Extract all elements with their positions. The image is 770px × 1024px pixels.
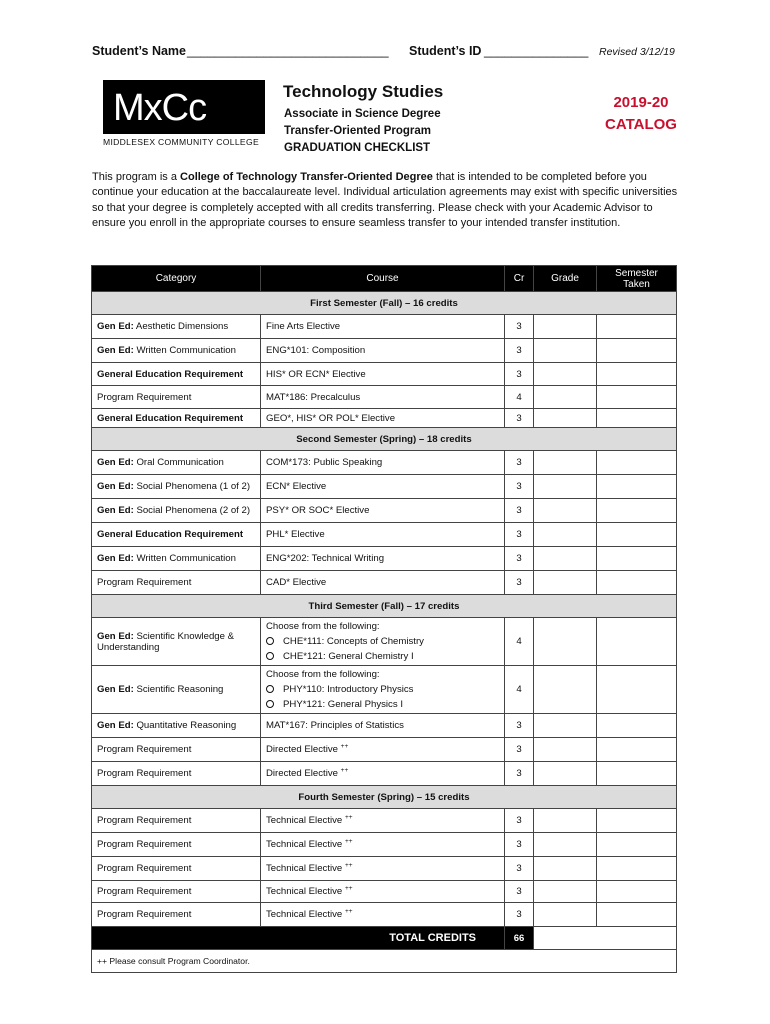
college-logo	[103, 80, 265, 150]
table-row	[92, 714, 677, 738]
credits-cell: 4	[505, 666, 534, 714]
course-cell: PSY* OR SOC* Elective	[261, 499, 505, 523]
credits-cell: 3	[505, 571, 534, 595]
semester-taken-cell[interactable]	[597, 386, 677, 409]
category-cell: Gen Ed: Written Communication	[92, 547, 261, 571]
program-type: Transfer-Oriented Program	[284, 125, 431, 137]
category-cell: Gen Ed: Scientific Knowledge & Understanding	[92, 618, 261, 666]
graduation-checklist-table	[91, 265, 677, 973]
course-cell: ENG*101: Composition	[261, 339, 505, 363]
table-row	[92, 409, 677, 428]
radio-circle-icon[interactable]	[266, 637, 274, 645]
radio-circle-icon[interactable]	[266, 700, 274, 708]
header-semester-taken: Semester Taken	[597, 266, 677, 292]
grade-cell[interactable]	[534, 714, 597, 738]
course-cell: MAT*167: Principles of Statistics	[261, 714, 505, 738]
semester-taken-cell[interactable]	[597, 339, 677, 363]
category-cell: Program Requirement	[92, 881, 261, 903]
table-header-row	[92, 266, 677, 292]
credits-cell: 3	[505, 499, 534, 523]
credits-cell: 3	[505, 547, 534, 571]
table-row	[92, 475, 677, 499]
total-blank	[534, 927, 677, 950]
semester-taken-cell[interactable]	[597, 547, 677, 571]
semester-taken-cell[interactable]	[597, 714, 677, 738]
table-row	[92, 833, 677, 857]
semester-taken-cell[interactable]	[597, 903, 677, 927]
table-row	[92, 315, 677, 339]
credits-cell: 3	[505, 738, 534, 762]
semester-taken-cell[interactable]	[597, 857, 677, 881]
semester-title: Fourth Semester (Spring) – 15 credits	[92, 786, 677, 809]
course-choice-cell	[261, 618, 505, 666]
table-row	[92, 618, 677, 666]
course-choice-cell	[261, 666, 505, 714]
semester-taken-cell[interactable]	[597, 451, 677, 475]
choose-text: Choose from the following:	[266, 669, 380, 680]
logo-block	[103, 80, 265, 134]
catalog-year: 2019-20	[613, 94, 669, 111]
table-row	[92, 547, 677, 571]
category-cell: Program Requirement	[92, 386, 261, 409]
grade-cell[interactable]	[534, 903, 597, 927]
course-cell: ECN* Elective	[261, 475, 505, 499]
degree-name: Associate in Science Degree	[284, 108, 441, 120]
table-row	[92, 571, 677, 595]
credits-cell: 3	[505, 833, 534, 857]
grade-cell[interactable]	[534, 523, 597, 547]
course-option[interactable]: PHY*110: Introductory Physics	[266, 682, 499, 697]
header-grade: Grade	[534, 266, 597, 292]
table-row	[92, 762, 677, 786]
credits-cell: 4	[505, 618, 534, 666]
semester-heading	[92, 786, 677, 809]
total-credits-label: TOTAL CREDITS	[92, 927, 505, 950]
semester-taken-cell[interactable]	[597, 809, 677, 833]
grade-cell[interactable]	[534, 809, 597, 833]
footnote-row	[92, 950, 677, 973]
radio-circle-icon[interactable]	[266, 685, 274, 693]
course-cell: Fine Arts Elective	[261, 315, 505, 339]
category-cell: Gen Ed: Oral Communication	[92, 451, 261, 475]
student-name-label: Student’s Name	[92, 44, 187, 58]
intro-text-start: This program is a	[92, 171, 181, 183]
course-cell: CAD* Elective	[261, 571, 505, 595]
category-cell: Gen Ed: Aesthetic Dimensions	[92, 315, 261, 339]
choose-text: Choose from the following:	[266, 621, 380, 632]
header-category: Category	[92, 266, 261, 292]
category-cell: Gen Ed: Written Communication	[92, 339, 261, 363]
category-cell: Program Requirement	[92, 857, 261, 881]
semester-taken-cell[interactable]	[597, 475, 677, 499]
table-row	[92, 738, 677, 762]
program-title: Technology Studies	[283, 82, 444, 101]
credits-cell: 3	[505, 315, 534, 339]
intro-text-bold: College of Technology Transfer-Oriented Degree	[180, 171, 433, 183]
grade-cell[interactable]	[534, 738, 597, 762]
semester-taken-cell[interactable]	[597, 409, 677, 428]
intro-text-end: that is intended to be completed before you continue your education at the baccalaureate level. Individual articulation agreements may exist with specific universities so that your degree is completely accepted with all credits transferring. Please check with your Academic Advisor to ensure you enroll in the appropriate courses to ensure seamless transfer to your intended transfer institution.	[92, 171, 678, 230]
table-row	[92, 857, 677, 881]
grade-cell[interactable]	[534, 386, 597, 409]
table-row	[92, 451, 677, 475]
course-cell: Technical Elective ++	[261, 857, 505, 881]
header-course: Course	[261, 266, 505, 292]
course-cell: Technical Elective ++	[261, 833, 505, 857]
total-credits-row	[92, 927, 677, 950]
grade-cell[interactable]	[534, 451, 597, 475]
table-row	[92, 363, 677, 386]
total-credits-value: 66	[505, 927, 534, 950]
course-cell: ENG*202: Technical Writing	[261, 547, 505, 571]
credits-cell: 3	[505, 881, 534, 903]
semester-taken-cell[interactable]	[597, 833, 677, 857]
course-cell: Directed Elective ++	[261, 738, 505, 762]
semester-taken-cell[interactable]	[597, 762, 677, 786]
credits-cell: 4	[505, 386, 534, 409]
grade-cell[interactable]	[534, 363, 597, 386]
table-row	[92, 881, 677, 903]
category-cell: Program Requirement	[92, 738, 261, 762]
course-option[interactable]: PHY*121: General Physics I	[266, 697, 499, 712]
revised-date: Revised 3/12/19	[599, 46, 675, 58]
table-row	[92, 523, 677, 547]
grade-cell[interactable]	[534, 881, 597, 903]
semester-taken-cell[interactable]	[597, 523, 677, 547]
course-cell: PHL* Elective	[261, 523, 505, 547]
credits-cell: 3	[505, 409, 534, 428]
table-row	[92, 339, 677, 363]
semester-taken-cell[interactable]	[597, 618, 677, 666]
course-cell: COM*173: Public Speaking	[261, 451, 505, 475]
grade-cell[interactable]	[534, 762, 597, 786]
category-cell: Program Requirement	[92, 809, 261, 833]
category-cell: General Education Requirement	[92, 363, 261, 386]
header-credits: Cr	[505, 266, 534, 292]
category-cell: Program Requirement	[92, 571, 261, 595]
semester-heading	[92, 595, 677, 618]
grade-cell[interactable]	[534, 547, 597, 571]
semester-title: Second Semester (Spring) – 18 credits	[92, 428, 677, 451]
category-cell: Program Requirement	[92, 762, 261, 786]
semester-title: Third Semester (Fall) – 17 credits	[92, 595, 677, 618]
student-id-field[interactable]: _______________	[484, 44, 589, 58]
grade-cell[interactable]	[534, 475, 597, 499]
course-cell: GEO*, HIS* OR POL* Elective	[261, 409, 505, 428]
credits-cell: 3	[505, 903, 534, 927]
credits-cell: 3	[505, 523, 534, 547]
grade-cell[interactable]	[534, 339, 597, 363]
semester-taken-cell[interactable]	[597, 315, 677, 339]
category-cell: General Education Requirement	[92, 409, 261, 428]
grade-cell[interactable]	[534, 857, 597, 881]
grade-cell[interactable]	[534, 618, 597, 666]
grade-cell[interactable]	[534, 499, 597, 523]
semester-taken-cell[interactable]	[597, 363, 677, 386]
category-cell: Gen Ed: Scientific Reasoning	[92, 666, 261, 714]
course-option[interactable]: CHE*111: Concepts of Chemistry	[266, 634, 499, 649]
semester-taken-cell[interactable]	[597, 499, 677, 523]
logo-college-name: MIDDLESEX COMMUNITY COLLEGE	[103, 137, 259, 147]
category-cell: Program Requirement	[92, 903, 261, 927]
credits-cell: 3	[505, 339, 534, 363]
category-cell: Gen Ed: Social Phenomena (2 of 2)	[92, 499, 261, 523]
table-row	[92, 386, 677, 409]
credits-cell: 3	[505, 363, 534, 386]
semester-taken-cell[interactable]	[597, 571, 677, 595]
course-cell: HIS* OR ECN* Elective	[261, 363, 505, 386]
student-id-label: Student’s ID	[409, 44, 482, 58]
category-cell: Gen Ed: Social Phenomena (1 of 2)	[92, 475, 261, 499]
category-cell: Gen Ed: Quantitative Reasoning	[92, 714, 261, 738]
grade-cell[interactable]	[534, 833, 597, 857]
semester-taken-cell[interactable]	[597, 881, 677, 903]
table-row	[92, 809, 677, 833]
category-cell: General Education Requirement	[92, 523, 261, 547]
grade-cell[interactable]	[534, 666, 597, 714]
semester-title: First Semester (Fall) – 16 credits	[92, 292, 677, 315]
course-option[interactable]: CHE*121: General Chemistry I	[266, 649, 499, 664]
credits-cell: 3	[505, 451, 534, 475]
radio-circle-icon[interactable]	[266, 652, 274, 660]
course-cell: Technical Elective ++	[261, 809, 505, 833]
footnote: ++ Please consult Program Coordinator.	[92, 950, 677, 973]
course-cell: Directed Elective ++	[261, 762, 505, 786]
course-cell: MAT*186: Precalculus	[261, 386, 505, 409]
credits-cell: 3	[505, 762, 534, 786]
table-row	[92, 903, 677, 927]
grade-cell[interactable]	[534, 315, 597, 339]
catalog-label: CATALOG	[605, 116, 677, 133]
credits-cell: 3	[505, 714, 534, 738]
table-row	[92, 666, 677, 714]
credits-cell: 3	[505, 475, 534, 499]
intro-paragraph	[92, 170, 678, 232]
course-cell: Technical Elective ++	[261, 881, 505, 903]
semester-taken-cell[interactable]	[597, 738, 677, 762]
semester-heading	[92, 428, 677, 451]
credits-cell: 3	[505, 809, 534, 833]
student-name-field[interactable]: _____________________________	[187, 44, 389, 58]
credits-cell: 3	[505, 857, 534, 881]
grade-cell[interactable]	[534, 409, 597, 428]
semester-heading	[92, 292, 677, 315]
logo-mark: MxCc	[113, 87, 207, 129]
table-row	[92, 499, 677, 523]
course-cell: Technical Elective ++	[261, 903, 505, 927]
grade-cell[interactable]	[534, 571, 597, 595]
category-cell: Program Requirement	[92, 833, 261, 857]
checklist-title: GRADUATION CHECKLIST	[284, 142, 431, 154]
semester-taken-cell[interactable]	[597, 666, 677, 714]
